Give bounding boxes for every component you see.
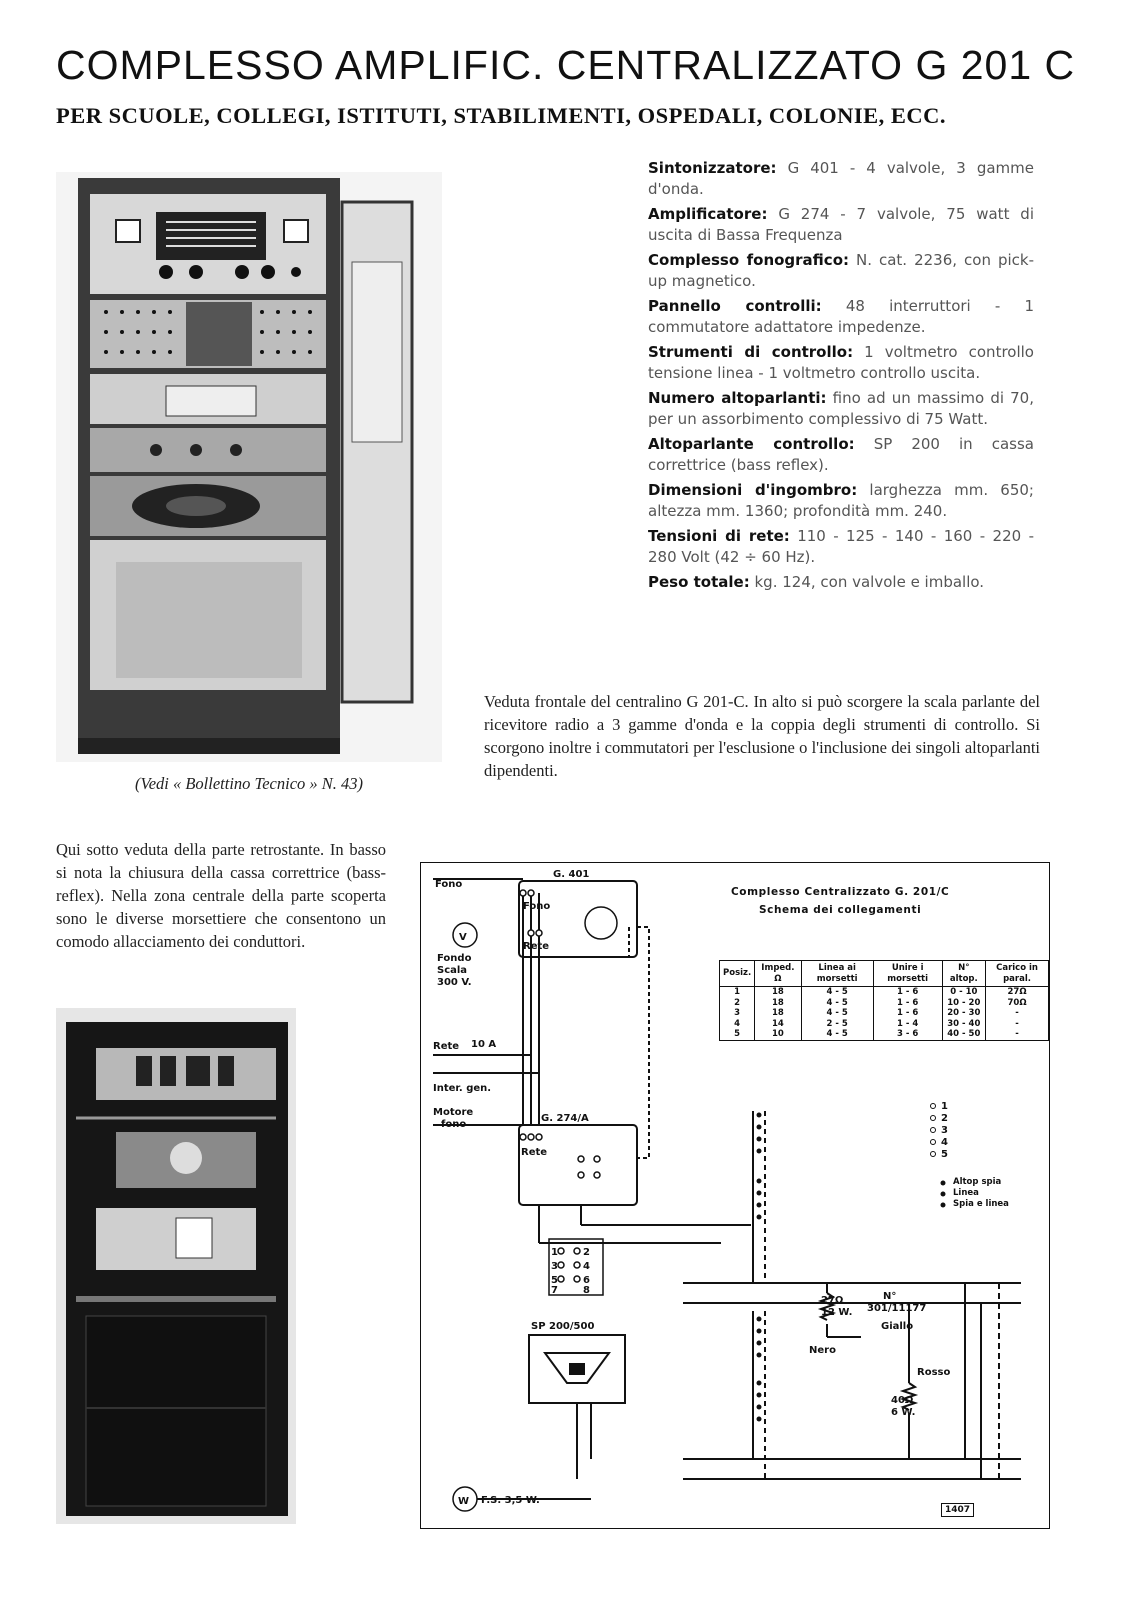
positions-table: [719, 960, 1049, 1041]
spec-item: [648, 388, 1034, 430]
cabinet-rear-image: [56, 1008, 296, 1524]
label-giallo: Giallo: [881, 1321, 914, 1332]
spec-value: N. cat. 2236, con pick-up magnetico.: [648, 251, 1034, 290]
legend-item: Linea: [953, 1188, 979, 1198]
table-cell: 5: [720, 1029, 755, 1040]
spec-value: fino ad un massimo di 70, per un assorbimento complessivo di 75 Watt.: [648, 389, 1034, 428]
bulletin-reference: (Vedi « Bollettino Tecnico » N. 43): [134, 774, 364, 793]
table-row: [720, 1029, 1049, 1040]
spec-item: [648, 526, 1034, 568]
diagram-subtitle: Schema dei collegamenti: [759, 904, 922, 916]
spec-label: Numero altoparlanti:: [648, 389, 827, 407]
spec-label: Tensioni di rete:: [648, 527, 790, 545]
table-cell: -: [986, 1029, 1049, 1040]
table-cell: 27Ω: [986, 987, 1049, 998]
spec-label: Amplificatore:: [648, 205, 768, 223]
spec-label: Strumenti di controllo:: [648, 343, 854, 361]
table-header: Linea ai morsetti: [801, 961, 873, 987]
spec-item: [648, 434, 1034, 476]
table-cell: 40 - 50: [942, 1029, 986, 1040]
spec-label: Peso totale:: [648, 573, 750, 591]
spec-value: 48 interruttori - 1 commutatore adattatore impedenze.: [648, 297, 1034, 336]
terminal-number: 3: [551, 1261, 558, 1272]
label-rete-input: Rete: [433, 1041, 460, 1052]
label-scala: Scala: [437, 965, 468, 976]
w-icon: W: [458, 1496, 470, 1507]
position-number: 4: [941, 1137, 948, 1148]
table-cell: 30 - 40: [942, 1019, 986, 1030]
label-r27-watt: 12 W.: [821, 1307, 853, 1318]
label-sp: SP 200/500: [531, 1321, 595, 1332]
table-header: Carico in paral.: [986, 961, 1049, 987]
terminal-number: 7: [551, 1285, 558, 1296]
label-r40-watt: 6 W.: [891, 1407, 916, 1418]
table-cell: 1 - 6: [873, 987, 942, 998]
table-cell: -: [986, 1008, 1049, 1019]
label-r40: 40Ω: [891, 1395, 914, 1406]
spec-value: SP 200 in cassa correttrice (bass reflex).: [648, 435, 1034, 474]
spec-label: Sintonizzatore:: [648, 159, 777, 177]
table-cell: 10 - 20: [942, 998, 986, 1009]
table-cell: 3 - 6: [873, 1029, 942, 1040]
table-cell: -: [986, 1019, 1049, 1030]
front-photo: [56, 172, 442, 762]
label-g401: G. 401: [553, 869, 590, 880]
terminal-number: 2: [583, 1247, 590, 1258]
spec-list: [648, 158, 1034, 597]
label-motore-fono: fono: [441, 1119, 467, 1130]
spec-item: [648, 204, 1034, 246]
spec-value: larghezza mm. 650; altezza mm. 1360; profondità mm. 240.: [648, 481, 1034, 520]
label-rosso: Rosso: [917, 1367, 951, 1378]
spec-label: Complesso fonografico:: [648, 251, 849, 269]
position-number: 2: [941, 1113, 948, 1124]
spec-item: [648, 572, 1034, 593]
terminal-number: 5: [551, 1275, 558, 1286]
table-cell: 14: [755, 1019, 801, 1030]
spec-value: G 401 - 4 valvole, 3 gamme d'onda.: [648, 159, 1034, 198]
table-cell: 0 - 10: [942, 987, 986, 998]
table-cell: 20 - 30: [942, 1008, 986, 1019]
table-row: [720, 1019, 1049, 1030]
label-fono: Fono: [435, 879, 463, 890]
table-cell: 4 - 5: [801, 1029, 873, 1040]
wiring-diagram: [420, 862, 1050, 1529]
table-cell: 3: [720, 1008, 755, 1019]
table-cell: 4: [720, 1019, 755, 1030]
terminal-number: 1: [551, 1247, 558, 1258]
table-header: Imped. Ω: [755, 961, 801, 987]
table-row: [720, 1008, 1049, 1019]
table-row: [720, 998, 1049, 1009]
table-cell: 18: [755, 987, 801, 998]
position-number: 5: [941, 1149, 948, 1160]
table-header: Unire i morsetti: [873, 961, 942, 987]
spec-value: 1 voltmetro controllo tensione linea - 1 voltmetro controllo uscita.: [648, 343, 1034, 382]
legend-item: Spia e linea: [953, 1199, 1009, 1209]
spec-item: [648, 342, 1034, 384]
rear-photo: [56, 1008, 296, 1524]
spec-item: [648, 480, 1034, 522]
label-inter-gen: Inter. gen.: [433, 1083, 492, 1094]
diagram-title: Complesso Centralizzato G. 201/C: [731, 886, 950, 898]
spec-value: kg. 124, con valvole e imballo.: [754, 573, 985, 591]
label-nero: Nero: [809, 1345, 836, 1356]
label-r27: 27Ω: [821, 1295, 844, 1306]
spec-value: G 274 - 7 valvole, 75 watt di uscita di Bassa Frequenza: [648, 205, 1034, 244]
label-n: N°: [883, 1291, 897, 1302]
page-title: COMPLESSO AMPLIFIC. CENTRALIZZATO G 201 C: [56, 42, 1076, 88]
spec-value: 110 - 125 - 140 - 160 - 220 - 280 Volt (42 ÷ 60 Hz).: [648, 527, 1034, 566]
table-cell: 1 - 4: [873, 1019, 942, 1030]
label-part-number: 301/11177: [867, 1303, 927, 1314]
terminal-number: 6: [583, 1275, 590, 1286]
figure-reference: 1407: [941, 1503, 974, 1517]
spec-label: Altoparlante controllo:: [648, 435, 855, 453]
table-cell: 1 - 6: [873, 1008, 942, 1019]
rear-caption: Qui sotto veduta della parte retrostante. In basso si nota la chiusura della cassa correttrice (bass-reflex). Nella zona centrale della parte scoperta sono le diverse morsettiere che consentono un comodo allacciamento dei conduttori.: [56, 840, 386, 951]
table-header: Posiz.: [720, 961, 755, 987]
label-rete-g401: Rete: [523, 941, 550, 952]
label-g274: G. 274/A: [541, 1113, 589, 1124]
position-number: 3: [941, 1125, 948, 1136]
table-header: N° altop.: [942, 961, 986, 987]
label-fondo: Fondo: [437, 953, 472, 964]
table-cell: 1 - 6: [873, 998, 942, 1009]
table-cell: 10: [755, 1029, 801, 1040]
cabinet-front-image: [56, 172, 442, 762]
spec-item: [648, 296, 1034, 338]
table-cell: 70Ω: [986, 998, 1049, 1009]
label-motore: Motore: [433, 1107, 474, 1118]
spec-item: [648, 250, 1034, 292]
label-fono-input: Fono: [523, 901, 551, 912]
front-caption: Veduta frontale del centralino G 201-C. In alto si può scorgere la scala parlante del ricevitore radio a 3 gamme d'onda e la coppia degli strumenti di controllo. Si scorgono inoltre i commutatori per l'esclusione o l'inclusione dei singoli altoparlanti dipendenti.: [484, 692, 1040, 780]
table-cell: 4 - 5: [801, 1008, 873, 1019]
spec-item: [648, 158, 1034, 200]
page-subtitle: PER SCUOLE, COLLEGI, ISTITUTI, STABILIMENTI, OSPEDALI, COLONIE, ECC.: [56, 103, 947, 128]
table-cell: 18: [755, 1008, 801, 1019]
legend: [953, 1177, 1009, 1210]
label-fs: F.S. 3,5 W.: [481, 1495, 540, 1506]
terminal-number: 4: [583, 1261, 590, 1272]
table-cell: 2 - 5: [801, 1019, 873, 1030]
v-icon: V: [459, 932, 467, 943]
label-300v: 300 V.: [437, 977, 472, 988]
label-fuse: 10 A: [471, 1039, 497, 1050]
terminal-number: 8: [583, 1285, 590, 1296]
table-cell: 4 - 5: [801, 998, 873, 1009]
table-row: [720, 987, 1049, 998]
table-cell: 18: [755, 998, 801, 1009]
label-rete-g274: Rete: [521, 1147, 548, 1158]
table-cell: 1: [720, 987, 755, 998]
table-cell: 2: [720, 998, 755, 1009]
position-number: 1: [941, 1101, 948, 1112]
spec-label: Pannello controlli:: [648, 297, 822, 315]
legend-item: Altop spia: [953, 1177, 1002, 1187]
table-cell: 4 - 5: [801, 987, 873, 998]
spec-label: Dimensioni d'ingombro:: [648, 481, 858, 499]
